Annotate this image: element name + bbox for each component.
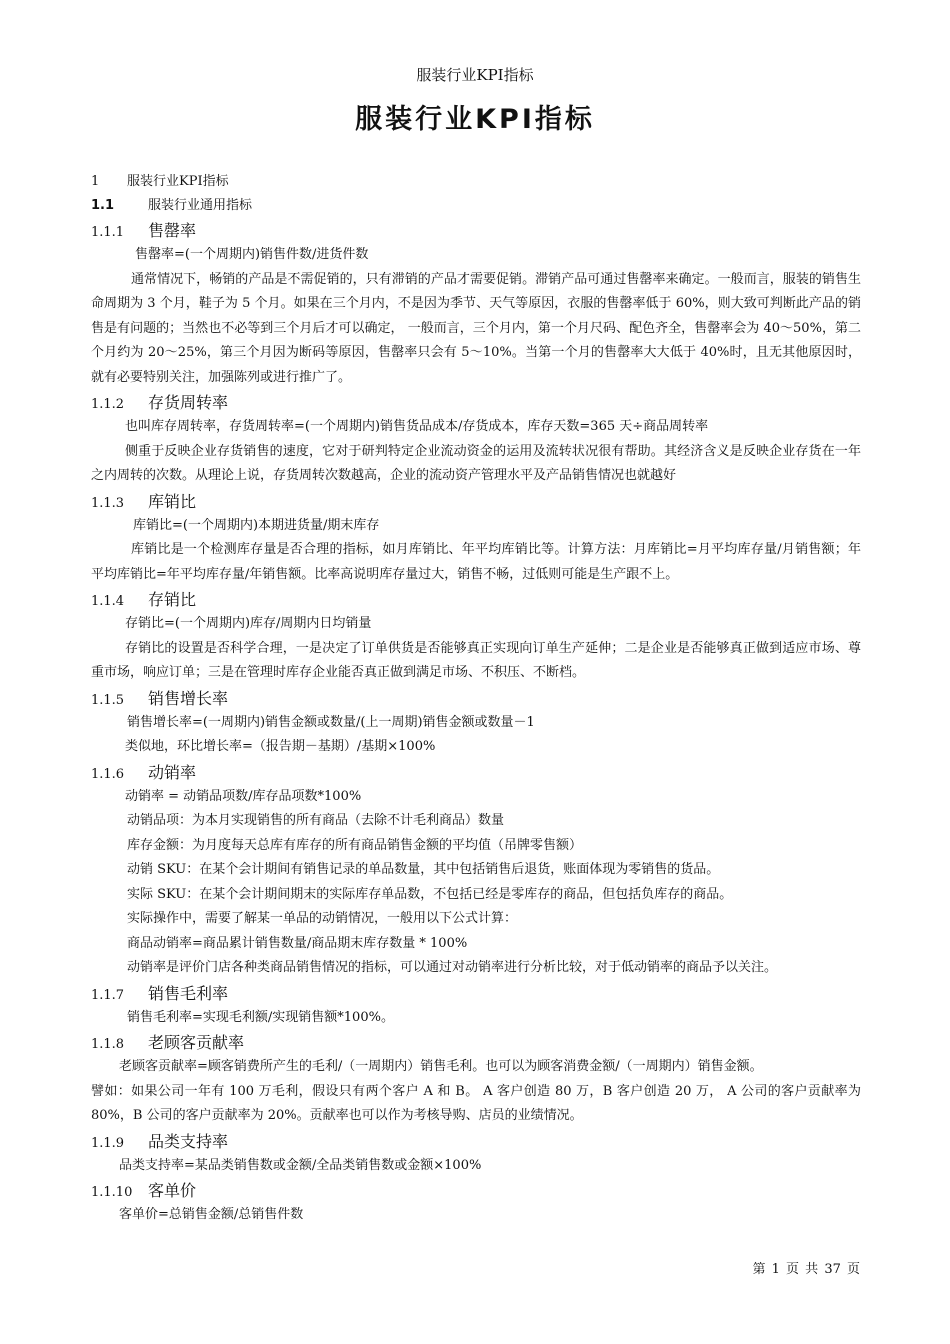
- heading-level-3: [91, 981, 861, 1006]
- formula-line: 销售增长率=(一周期内)销售金额或数量/(上一周期)销售金额或数量－1: [127, 714, 535, 730]
- heading-text: 存货周转率: [148, 393, 229, 412]
- formula-line: 库销比=(一个周期内)本期进货量/期末库存: [133, 517, 380, 533]
- heading-text: 销售增长率: [148, 688, 229, 708]
- definition-line: 库存金额：为月度每天总库有库存的所有商品销售金额的平均值（吊牌零售额）: [127, 837, 583, 853]
- heading-level-3: [91, 1030, 861, 1055]
- running-header: 服装行业KPI指标: [416, 66, 534, 84]
- heading-level-1: [91, 170, 861, 194]
- heading-number: 1.1.4: [91, 594, 125, 609]
- definition-line: 动销 SKU：在某个会计期间有销售记录的单品数量，其中包括销售后退货，账面体现为零销售的货品。: [127, 862, 720, 877]
- heading-number: 1.1.8: [91, 1037, 125, 1052]
- formula-line: 老顾客贡献率=顾客销费所产生的毛利/（一周期内）销售毛利。也可以为顾客消费金额/（一周期内）销售金额。: [119, 1059, 763, 1074]
- heading-level-3: [91, 760, 861, 785]
- heading-level-3: [91, 1178, 861, 1203]
- formula-line: 品类支持率=某品类销售数或金额/全品类销售数或金额×100%: [119, 1157, 482, 1173]
- heading-number: 1.1: [91, 198, 115, 213]
- formula-line: 商品动销率=商品累计销售数量/商品期末库存数量 * 100%: [127, 935, 468, 951]
- heading-text: 客单价: [148, 1181, 197, 1200]
- heading-level-3: [91, 390, 861, 415]
- heading-text: 存销比: [148, 590, 197, 609]
- heading-text: 品类支持率: [148, 1131, 229, 1151]
- heading-number: 1.1.3: [91, 495, 125, 511]
- heading-number: 1.1.9: [91, 1135, 125, 1151]
- heading-number: 1.1.7: [91, 987, 125, 1003]
- body-paragraph: 通常情况下，畅销的产品是不需促销的，只有滞销的产品才需要促销。滞销产品可通过售罄率来确定。一般而言，服装的销售生命周期为 3 个月，鞋子为 5 个月。如果在三个月内，不是因为季节、天气等原因，衣服的售罄率低于 60%，则大致可判断此产品的销售是有问题的；当然也不必等到三个月后才可以确定， 一般而言，三个月内，第一个月尺码、配色齐全，售罄率会为 40～50%，第二个月约为 20～25%，第三个月因为断码等原因，售罄率只会有 5～10%。当第一个月的售罄率大大低于 40%时，且无其他原因时，就有必要特别关注，加强陈列或进行推广了。: [91, 271, 861, 385]
- heading-number: 1.1.5: [91, 692, 125, 708]
- body-paragraph: 存销比的设置是否科学合理，一是决定了订单供货是否能够真正实现向订单生产延伸；二是企业是否能够真正做到适应市场、尊重市场，响应订单；三是在管理时库存企业能否真正做到满足市场、不积压、不断档。: [91, 640, 861, 680]
- formula-line: 销售毛利率=实现毛利额/实现销售额*100%。: [127, 1009, 394, 1025]
- heading-level-3: [91, 489, 861, 514]
- heading-level-3: [91, 1129, 861, 1154]
- formula-line: 也叫库存周转率，存货周转率=(一个周期内)销售货品成本/存货成本，库存天数=365 天÷商品周转率: [125, 419, 709, 434]
- heading-number: 1.1.10: [91, 1185, 133, 1200]
- definition-line: 实际 SKU：在某个会计期间期末的实际库存单品数，不包括已经是零库存的商品，但包括负库存的商品。: [127, 886, 733, 902]
- heading-text: 动销率: [148, 762, 197, 782]
- heading-level-2: [91, 194, 861, 218]
- definition-line: 动销率是评价门店各种类商品销售情况的指标，可以通过对动销率进行分析比较，对于低动销率的商品予以关注。: [127, 960, 778, 975]
- document-title: 服装行业KPI指标: [355, 104, 595, 135]
- formula-line: 类似地，环比增长率=（报告期－基期）/基期×100%: [125, 739, 436, 754]
- page-number: 第 1 页 共 37 页: [752, 1262, 860, 1277]
- heading-text: 销售毛利率: [148, 983, 229, 1003]
- heading-text: 售罄率: [148, 221, 197, 240]
- body-paragraph: 侧重于反映企业存货销售的速度，它对于研判特定企业流动资金的运用及流转状况很有帮助。其经济含义是反映企业存货在一年之内周转的次数。从理论上说，存货周转次数越高，企业的流动资产管理水平及产品销售情况也就越好: [91, 443, 861, 483]
- document-body: [91, 170, 861, 1228]
- formula-line: 动销率 = 动销品项数/库存品项数*100%: [125, 788, 362, 804]
- heading-number: 1.1.1: [91, 225, 125, 240]
- heading-level-3: [91, 587, 861, 612]
- formula-line: 售罄率=(一个周期内)销售件数/进货件数: [135, 247, 369, 262]
- heading-text: 老顾客贡献率: [148, 1033, 245, 1052]
- heading-text: 服装行业KPI指标: [127, 174, 229, 189]
- heading-number: 1: [91, 174, 100, 189]
- heading-text: 库销比: [148, 491, 197, 511]
- heading-number: 1.1.6: [91, 766, 125, 782]
- heading-level-3: [91, 218, 861, 243]
- formula-line: 存销比=(一个周期内)库存/周期内日均销量: [125, 616, 372, 631]
- heading-text: 服装行业通用指标: [148, 198, 253, 213]
- body-paragraph: 库销比是一个检测库存量是否合理的指标，如月库销比、年平均库销比等。计算方法：月库销比=月平均库存量/月销售额；年平均库销比=年平均库存量/年销售额。比率高说明库存量过大，销售不畅，过低则可能是生产跟不上。: [91, 542, 861, 582]
- definition-line: 实际操作中，需要了解某一单品的动销情况，一般用以下公式计算：: [127, 911, 518, 926]
- heading-number: 1.1.2: [91, 397, 125, 412]
- body-paragraph: 譬如：如果公司一年有 100 万毛利，假设只有两个客户 A 和 B。 A 客户创造 80 万，B 客户创造 20 万， A 公司的客户贡献率为 80%，B 公司的客户贡献率为 20%。贡献率也可以作为考核导购、店员的业绩情况。: [91, 1083, 861, 1123]
- formula-line: 客单价=总销售金额/总销售件数: [119, 1207, 304, 1222]
- heading-level-3: [91, 686, 861, 711]
- definition-line: 动销品项：为本月实现销售的所有商品（去除不计毛利商品）数量: [127, 813, 505, 828]
